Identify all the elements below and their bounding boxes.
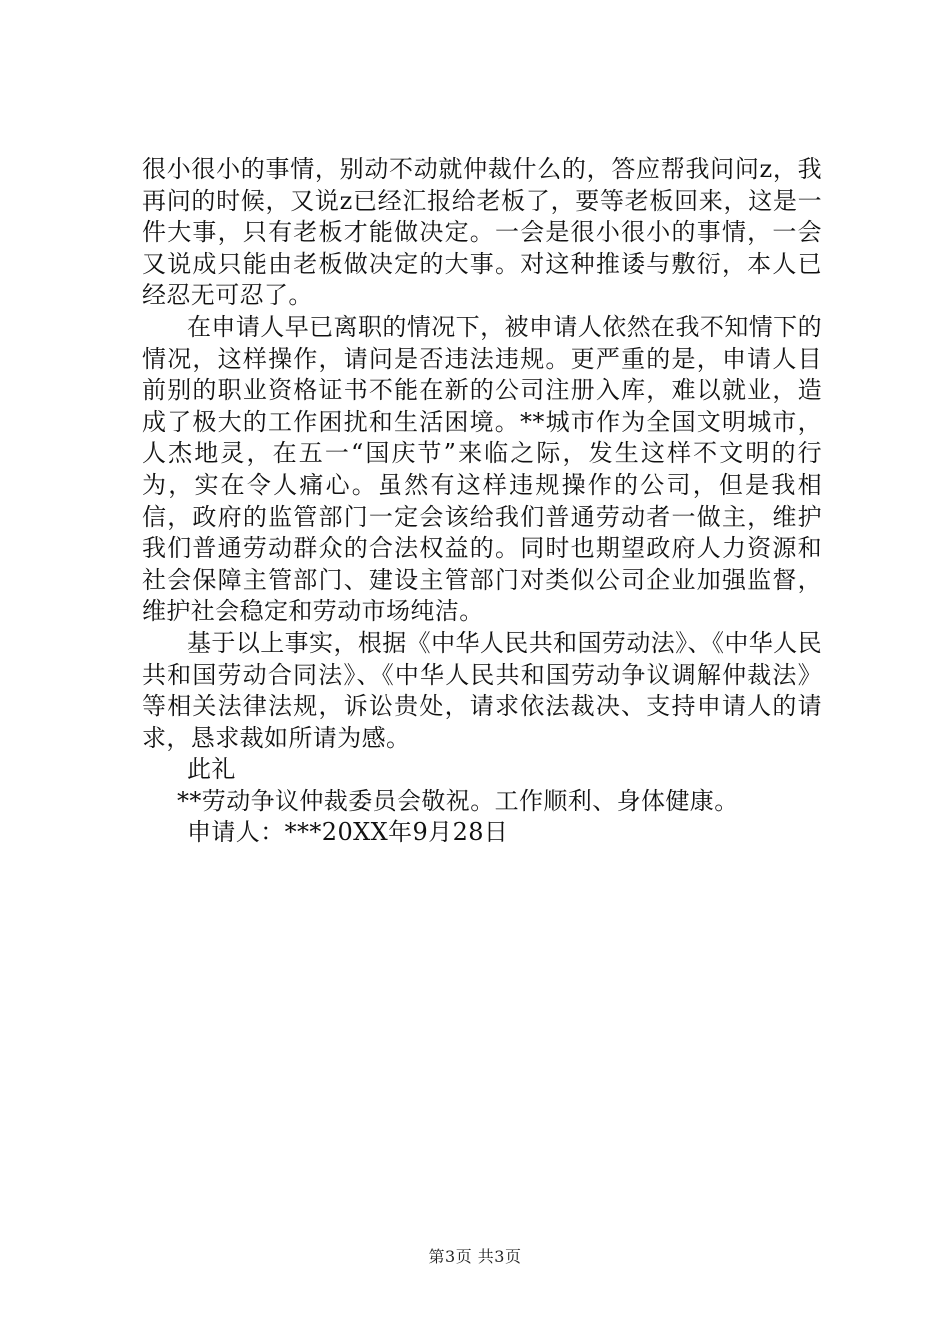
salutation: 此礼 xyxy=(187,755,236,784)
paragraph-2: 在申请人早已离职的情况下，被申请人依然在我不知情下的情况，这样操作，请问是否违法违规。更严重的是，申请人目前别的职业资格证书不能在新的公司注册入库，难以就业，造成了极大的工作困扰和生活困境。**城市作为全国文明城市，人杰地灵，在五一“国庆节”来临之际，发生这样不文明的行为，实在令人痛心。虽然有这样违规操作的公司，但是我相信，政府的监管部门一定会该给我们普通劳动者一做主，维护我们普通劳动群众的合法权益的。同时也期望政府人力资源和社会保障主管部门、建设主管部门对类似公司企业加强监督，维护社会稳定和劳动市场纯洁。 xyxy=(142,312,822,626)
paragraph-3: 基于以上事实，根据《中华人民共和国劳动法》、《中华人民共和国劳动合同法》、《中华人民共和国劳动争议调解仲裁法》等相关法律法规，诉讼贵处，请求依法裁决、支持申请人的请求，恳求裁如所请为感。 xyxy=(142,628,822,752)
paragraph-1: 很小很小的事情，别动不动就仲裁什么的，答应帮我问问z，我再问的时候，又说z已经汇报给老板了，要等老板回来，这是一件大事，只有老板才能做决定。一会是很小很小的事情，一会又说成只能由老板做决定的大事。对这种推诿与敷衍，本人已经忍无可忍了。 xyxy=(142,155,822,310)
signature: 申请人：***20XX年9月28日 xyxy=(187,818,509,847)
document-body xyxy=(142,154,822,849)
addressee: **劳动争议仲裁委员会敬祝。工作顺利、身体健康。 xyxy=(177,786,739,815)
page-number-footer: 第3页 共3页 xyxy=(428,1247,522,1266)
